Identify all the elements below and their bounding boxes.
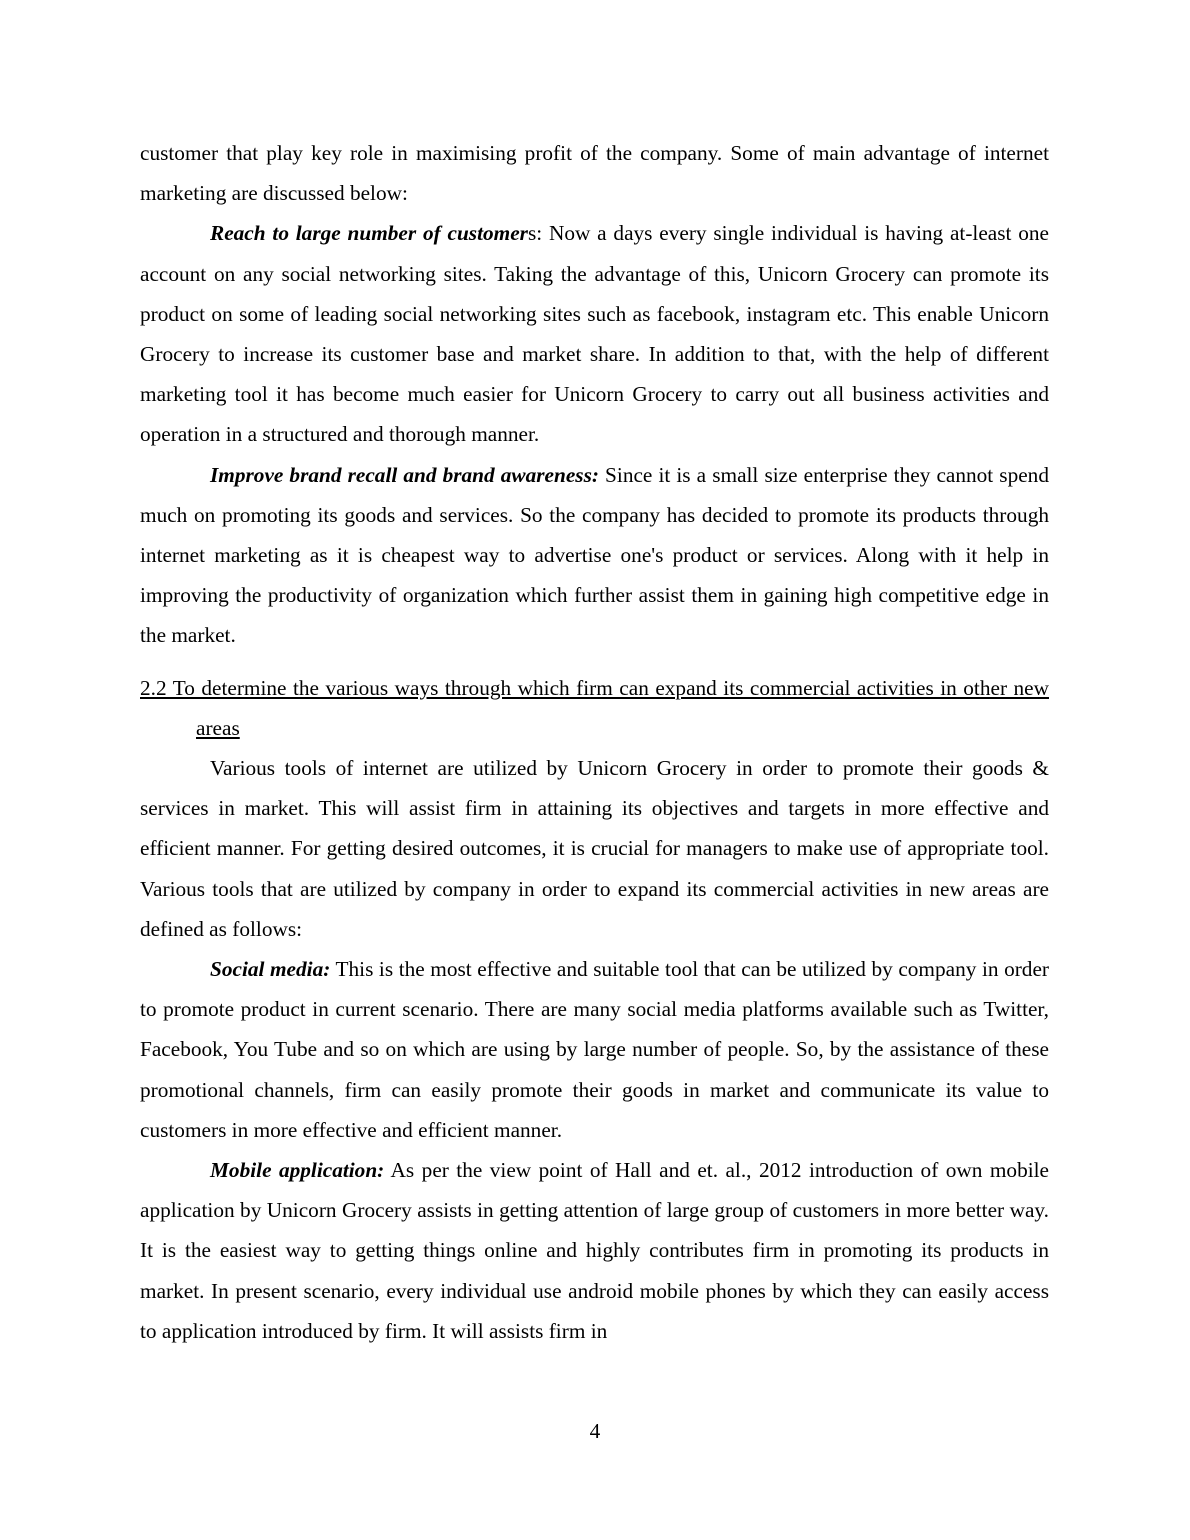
mobile-application-paragraph (140, 1150, 1049, 1351)
document-page (140, 133, 1049, 1351)
social-media-term: Social media: (210, 957, 331, 982)
page-number: 4 (589, 1419, 601, 1443)
brand-awareness-paragraph (140, 455, 1049, 656)
reach-customers-term: Reach to large number of customer (210, 221, 528, 246)
mobile-application-term: Mobile application: (210, 1158, 385, 1183)
reach-customers-paragraph (140, 213, 1049, 454)
social-media-text: This is the most effective and suitable tool that can be utilized by company in order to promote product in current scenario. There are many social media platforms available such as Twitter, Facebook, You Tube and so on which are using by large number of people. So, by the assistance of these promotional channels, firm can easily promote their goods in market and communicate its value to customers in more effective and efficient manner. (140, 957, 1050, 1142)
brand-awareness-text: Since it is a small size enterprise they cannot spend much on promoting its goods and services. So the company has decided to promote its products through internet marketing as it is cheapest way to advertise one's product or services. Along with it help in improving the productivity of organization which further assist them in gaining high competitive edge in the market. (140, 462, 1049, 648)
social-media-paragraph (140, 949, 1049, 1150)
section-intro-paragraph: Various tools of internet are utilized by Unicorn Grocery in order to promote their goods & services in market. This will assist firm in attaining its objectives and targets in more effective and efficient manner. For getting desired outcomes, it is crucial for managers to make use of appropriate tool. Various tools that are utilized by company in order to expand its commercial activities in new areas are defined as follows: (140, 756, 1049, 941)
section-heading: 2.2 To determine the various ways through which firm can expand its commercial activities in other new areas (140, 675, 1049, 740)
mobile-application-text: As per the view point of Hall and et. al., 2012 introduction of own mobile application by Unicorn Grocery assists in getting attention of large group of customers in more better way. It is the easiest way to getting things online and highly contributes firm in promoting its products in market. In present scenario, every individual use android mobile phones by which they can easily access to application introduced by firm. It will assists firm in (140, 1158, 1050, 1343)
reach-customers-text: s: Now a days every single individual is having at-least one account on any social networking sites. Taking the advantage of this, Unicorn Grocery can promote its product on some of leading social networking sites such as facebook, instagram etc. This enable Unicorn Grocery to increase its customer base and market share. In addition to that, with the help of different marketing tool it has become much easier for Unicorn Grocery to carry out all business activities and operation in a structured and thorough manner. (140, 221, 1049, 447)
brand-awareness-term: Improve brand recall and brand awareness: (210, 462, 599, 487)
intro-paragraph: customer that play key role in maximising profit of the company. Some of main advantage of internet marketing are discussed below: (140, 141, 1049, 206)
